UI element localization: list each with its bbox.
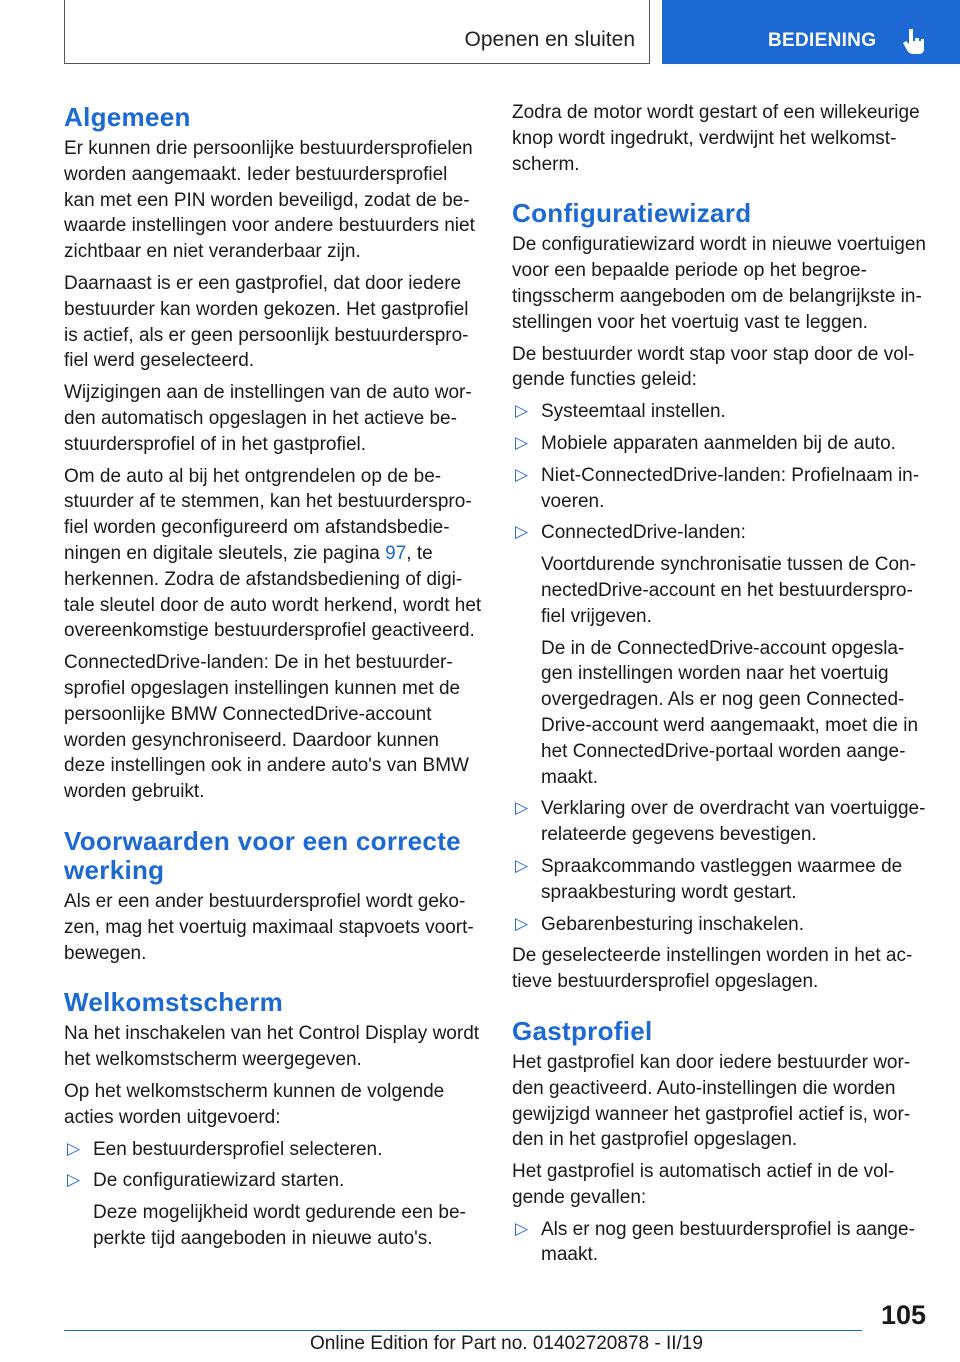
list-item <box>512 520 926 790</box>
paragraph: Het gastprofiel kan door iedere bestuurder worden geactiveerd. Auto-instellingen die worden gewijzigd wanneer het gastprofiel actief is, worden in het gastprofiel opgeslagen. <box>512 1051 911 1151</box>
paragraph: De bestuurder wordt stap voor stap door de volgende functies geleid: <box>512 343 915 391</box>
bullet-list <box>512 1217 926 1269</box>
list-item-text: Verklaring over de overdracht van voertuiggerelateerde gegevens bevestigen. <box>541 798 926 846</box>
bullet-triangle-icon: ▷ <box>515 798 529 818</box>
list-item-text: Niet-ConnectedDrive-landen: Profielnaam invoeren. <box>541 464 920 512</box>
bullet-triangle-icon: ▷ <box>515 1218 529 1238</box>
paragraph: Op het welkomstscherm kunnen de volgende acties worden uitgevoerd: <box>64 1080 445 1128</box>
paragraph-with-page-link <box>64 464 482 645</box>
header-chapter-tab <box>662 0 960 64</box>
paragraph: Wijzigingen aan de instellingen van de auto worden automatisch opgeslagen in het actieve bestuurdersprofiel of in het gastprofiel. <box>64 382 472 455</box>
bullet-triangle-icon: ▷ <box>515 522 529 542</box>
paragraph: Na het inschakelen van het Control Display wordt het welkomstscherm weergegeven. <box>64 1023 480 1071</box>
bullet-list <box>512 399 926 937</box>
list-item <box>512 1217 926 1269</box>
right-column <box>512 100 926 1274</box>
heading-voorwaarden: Voorwaarden voor een correcte werking <box>64 825 461 885</box>
heading-welkomstscherm: Welkomstscherm <box>64 987 284 1018</box>
header-section-title: Openen en sluiten <box>464 28 635 51</box>
list-item <box>64 1168 482 1251</box>
list-item-subtext: De in de ConnectedDrive-account opgeslagen instellingen worden naar het voertuig overgedragen. Als er nog geen ConnectedDrive-account werd aangemaakt, moet die in het ConnectedDrive-portaal worden aangemaakt. <box>541 637 919 788</box>
left-column <box>64 100 482 1258</box>
bullet-triangle-icon: ▷ <box>515 464 529 484</box>
bullet-triangle-icon: ▷ <box>515 432 529 452</box>
list-item <box>512 431 926 457</box>
header-section-tab <box>64 0 650 64</box>
list-item <box>512 399 926 425</box>
list-item <box>512 854 926 906</box>
page-number: 105 <box>880 1300 926 1330</box>
paragraph: Het gastprofiel is automatisch actief in de volgende gevallen: <box>512 1161 895 1208</box>
bullet-triangle-icon: ▷ <box>515 913 529 933</box>
paragraph: Daarnaast is er een gastprofiel, dat door iedere bestuurder kan worden gekozen. Het gastprofiel is actief, als er geen persoonlijk bestuurdersprofiel werd geselecteerd. <box>64 272 469 372</box>
list-item <box>512 796 926 848</box>
heading-configuratiewizard: Configuratiewizard <box>512 198 752 229</box>
list-item-subtext: Voortdurende synchronisatie tussen de ConnectedDrive-account en het bestuurdersprofiel vrijgeven. <box>541 554 916 627</box>
text: , te herkennen. Zodra de afstandsbediening of digitale sleutel door de auto wordt herkend, wordt het overeenkomstige bestuurdersprofiel geactiveerd. <box>64 542 482 642</box>
list-item-text: Als er nog geen bestuurdersprofiel is aangemaakt. <box>541 1218 915 1266</box>
list-item <box>512 463 926 515</box>
bullet-triangle-icon: ▷ <box>515 855 529 875</box>
bullet-triangle-icon: ▷ <box>515 401 529 421</box>
paragraph: De geselecteerde instellingen worden in het actieve bestuurdersprofiel opgeslagen. <box>512 945 913 993</box>
list-item-text: Systeemtaal instellen. <box>541 401 726 423</box>
list-item-text: Een bestuurdersprofiel selecteren. <box>93 1138 383 1160</box>
list-item-text: De configuratiewizard starten. <box>93 1170 345 1192</box>
bullet-list <box>64 1137 482 1252</box>
list-item <box>512 912 926 938</box>
footer-edition-text: Online Edition for Part no. 01402720878 - II/19 <box>310 1333 703 1354</box>
page-reference-link[interactable]: 97 <box>385 542 407 564</box>
list-item <box>64 1137 482 1163</box>
paragraph: Als er een ander bestuurdersprofiel wordt gekozen, mag het voertuig maximaal stapvoets voortbewegen. <box>64 890 474 964</box>
paragraph: De configuratiewizard wordt in nieuwe voertuigen voor een bepaalde periode op het begroetingsscherm aangeboden om de belangrijkste instellingen voor het voertuig vast te leggen. <box>512 234 927 333</box>
pointing-hand-icon <box>898 26 928 56</box>
list-item-text: Gebarenbesturing inschakelen. <box>541 913 805 935</box>
bullet-triangle-icon: ▷ <box>67 1138 81 1158</box>
bullet-triangle-icon: ▷ <box>67 1170 81 1190</box>
paragraph: Er kunnen drie persoonlijke bestuurdersprofielen worden aangemaakt. Ieder bestuurdersprofiel kan met een PIN worden beveiligd, zodat de bewaarde instellingen voor andere bestuurders niet zichtbaar en niet veranderbaar zijn. <box>64 138 475 263</box>
heading-algemeen: Algemeen <box>64 102 191 132</box>
footer-divider <box>64 1330 862 1331</box>
paragraph: Zodra de motor wordt gestart of een willekeurige knop wordt ingedrukt, verdwijnt het welkomstscherm. <box>512 102 920 175</box>
list-item-text: Mobiele apparaten aanmelden bij de auto. <box>541 432 896 454</box>
paragraph: ConnectedDrive-landen: De in het bestuurdersprofiel opgeslagen instellingen kunnen met de persoonlijke BMW ConnectedDrive-account worden gesynchroniseerd. Daardoor kunnen deze instellingen ook in andere auto's van BMW worden gebruikt. <box>64 652 469 803</box>
list-item-subtext: Deze mogelijkheid wordt gedurende een beperkte tijd aangeboden in nieuwe auto's. <box>93 1202 466 1249</box>
heading-gastprofiel: Gastprofiel <box>512 1015 653 1046</box>
text: Om de auto al bij het ontgrendelen op de bestuurder af te stemmen, kan het bestuurdersprofiel worden geconfigureerd om afstandsbedieningen en digitale sleutels, zie pagina <box>64 465 472 564</box>
list-item-text: ConnectedDrive-landen: <box>541 522 746 544</box>
list-item-text: Spraakcommando vastleggen waarmee de spraakbesturing wordt gestart. <box>541 855 903 903</box>
header-chapter-title: BEDIENING <box>768 30 877 51</box>
